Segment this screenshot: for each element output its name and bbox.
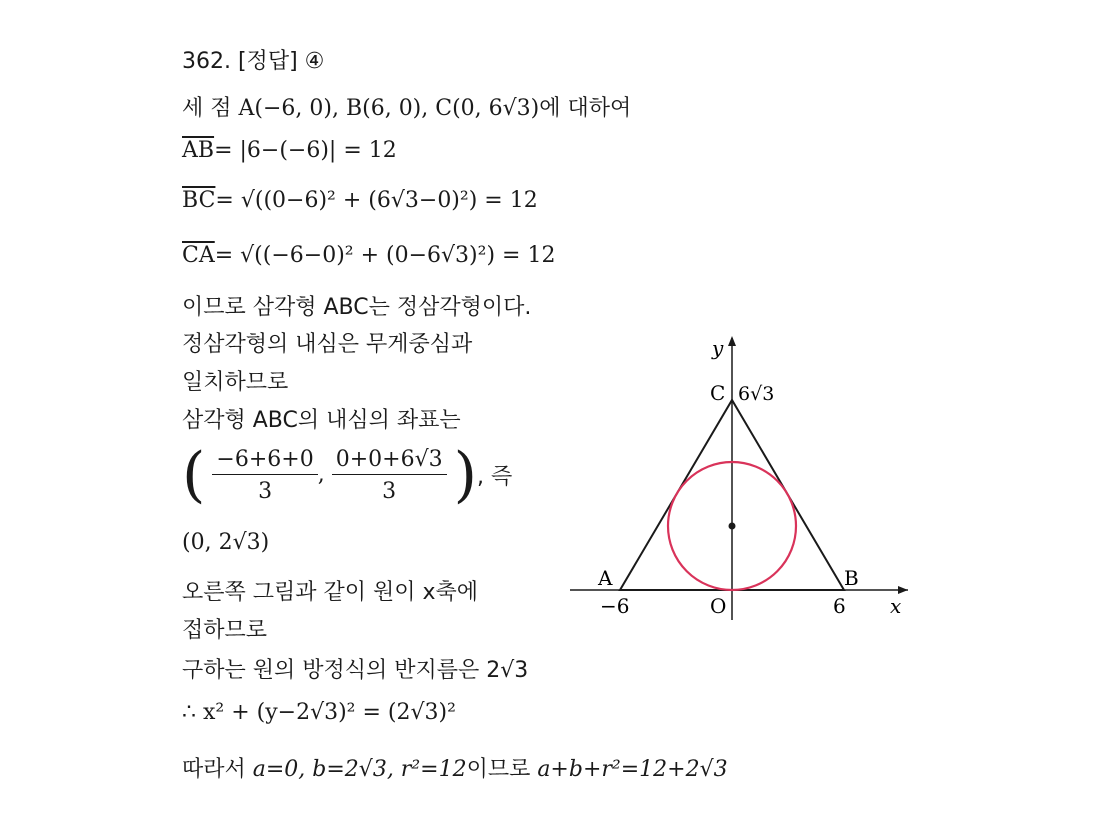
fraction-y-den: 3 — [382, 478, 397, 504]
x-axis-arrow-icon — [898, 586, 908, 594]
o-label: O — [710, 594, 727, 618]
bc-rest: = √((0−6)² + (6√3−0)²) = 12 — [215, 188, 538, 213]
tangent-text-2: 접하므로 — [182, 618, 268, 643]
circle-equation: ∴ x² + (y−2√3)² = (2√3)² — [182, 700, 456, 725]
coincide-text: 일치하므로 — [182, 370, 289, 395]
c-label: C — [710, 381, 726, 405]
ca-line — [182, 243, 555, 268]
radius-text: 구하는 원의 방정식의 반지름은 2√3 — [182, 658, 529, 683]
x-label: x — [890, 594, 902, 618]
center-dot — [729, 523, 736, 530]
left-paren: ( — [182, 440, 206, 510]
comma: , — [317, 462, 332, 487]
y-axis-arrow-icon — [728, 336, 736, 346]
points-post: 에 대하여 — [539, 96, 632, 121]
points-line — [182, 91, 631, 122]
final-math-1: a=0, b=2√3, r²=12 — [252, 757, 467, 782]
y-label: y — [712, 336, 724, 360]
ab-label: $\overline{AB}$ — [182, 138, 215, 163]
center-coord: (0, 2√3) — [182, 530, 270, 555]
bc-line — [182, 188, 538, 213]
equilateral-text: 이므로 삼각형 ABC는 정삼각형이다. — [182, 295, 532, 320]
fraction-y — [332, 447, 447, 504]
fraction-x — [212, 447, 317, 504]
a-label: A — [598, 566, 613, 590]
ab-rest: = |6−(−6)| = 12 — [214, 138, 397, 163]
ca-label: $\overline{CA}$ — [182, 243, 215, 268]
final-pre: 따라서 — [182, 757, 253, 782]
right-paren: ) — [453, 440, 478, 510]
fraction-x-den: 3 — [258, 478, 273, 504]
final-mid: 이므로 — [466, 757, 538, 782]
a-value: −6 — [600, 594, 630, 618]
triangle-figure — [560, 330, 920, 630]
incenter-text: 정삼각형의 내심은 무게중심과 — [182, 332, 473, 357]
c-value: 6√3 — [738, 383, 775, 405]
b-value: 6 — [833, 594, 846, 618]
ca-rest: = √((−6−0)² + (0−6√3)²) = 12 — [214, 243, 556, 268]
bc-label: $\overline{BC}$ — [182, 188, 216, 213]
b-label: B — [844, 566, 859, 590]
final-line — [182, 752, 728, 783]
points-pre: 세 점 — [182, 96, 239, 121]
tangent-text: 오른쪽 그림과 같이 원이 x축에 — [182, 580, 479, 605]
answer-header: 362. [정답] ④ — [182, 49, 325, 74]
fraction-x-num: −6+6+0 — [212, 447, 317, 475]
ab-line — [182, 138, 397, 163]
centroid-formula — [182, 440, 512, 510]
coord-text: 삼각형 ABC의 내심의 좌표는 — [182, 408, 461, 433]
points-math: A(−6, 0), B(6, 0), C(0, 6√3) — [238, 96, 540, 121]
fraction-post: , 즉 — [477, 464, 513, 490]
final-math-2: a+b+r²=12+2√3 — [537, 757, 728, 782]
fraction-y-num: 0+0+6√3 — [332, 447, 447, 475]
